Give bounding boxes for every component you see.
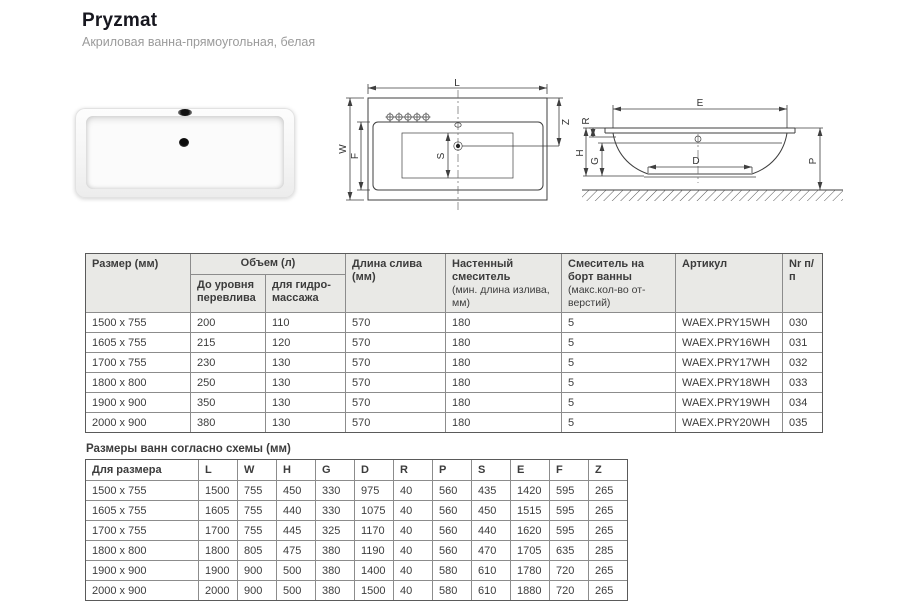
table-cell: 900 <box>238 581 277 601</box>
table-cell: 1500 x 755 <box>86 481 199 501</box>
table-cell: 265 <box>589 581 628 601</box>
table-cell: 180 <box>446 413 562 433</box>
table-cell: WAEX.PRY17WH <box>676 353 783 373</box>
table-cell: 1800 <box>199 541 238 561</box>
table-cell: 560 <box>433 541 472 561</box>
table-cell: 595 <box>550 501 589 521</box>
col-header-dim-r: R <box>394 460 433 481</box>
table-cell: 560 <box>433 521 472 541</box>
table-row <box>86 413 823 433</box>
table-cell: 1880 <box>511 581 550 601</box>
table-cell: 2000 x 900 <box>86 413 191 433</box>
table-cell: 230 <box>191 353 266 373</box>
col-header-dim-h: H <box>277 460 316 481</box>
dim-label-h: H <box>575 149 586 157</box>
table-cell: 570 <box>346 313 446 333</box>
table-cell: 130 <box>266 353 346 373</box>
table-cell: 440 <box>277 501 316 521</box>
wall-mixer-title: Настенный смеситель <box>452 258 514 283</box>
table-cell: 120 <box>266 333 346 353</box>
main-spec-table-body <box>86 313 823 433</box>
table-cell: 1075 <box>355 501 394 521</box>
table-cell: 033 <box>783 373 823 393</box>
table-cell: 200 <box>191 313 266 333</box>
table-cell: 440 <box>472 521 511 541</box>
table-row <box>86 393 823 413</box>
table-cell: 1500 x 755 <box>86 313 191 333</box>
top-view-drawing <box>340 80 585 220</box>
table-cell: 470 <box>472 541 511 561</box>
col-header-size: Размер (мм) <box>86 254 191 313</box>
table-cell: 2000 x 900 <box>86 581 199 601</box>
table-cell: 1800 x 800 <box>86 541 199 561</box>
table-cell: 975 <box>355 481 394 501</box>
ground-hatch <box>582 190 843 201</box>
col-header-dim-s: S <box>472 460 511 481</box>
schema-table-body <box>86 481 628 601</box>
col-header-drain-length: Длина слива (мм) <box>346 254 446 313</box>
col-header-dim-w: W <box>238 460 277 481</box>
col-header-volume: Объем (л) <box>191 254 346 275</box>
table-cell: 034 <box>783 393 823 413</box>
dim-label-s: S <box>436 152 447 160</box>
table-cell: 1705 <box>511 541 550 561</box>
overflow-hole-icon <box>178 109 192 116</box>
main-spec-table <box>85 253 823 433</box>
table-row <box>86 501 628 521</box>
table-cell: 1400 <box>355 561 394 581</box>
table-cell: 580 <box>433 561 472 581</box>
col-header-dim-e: E <box>511 460 550 481</box>
table-cell: 755 <box>238 501 277 521</box>
col-header-dim-f: F <box>550 460 589 481</box>
col-header-deck-mixer <box>562 254 676 313</box>
table-cell: 570 <box>346 353 446 373</box>
table-cell: 380 <box>191 413 266 433</box>
table-cell: 610 <box>472 561 511 581</box>
table-cell: 500 <box>277 561 316 581</box>
table-row <box>86 333 823 353</box>
table-cell: 1500 <box>355 581 394 601</box>
dim-label-z: Z <box>561 118 572 126</box>
table-cell: 030 <box>783 313 823 333</box>
table-cell: 40 <box>394 521 433 541</box>
side-view-drawing <box>575 80 845 220</box>
table-cell: 330 <box>316 501 355 521</box>
drain-hole-icon <box>179 138 189 147</box>
col-header-wall-mixer <box>446 254 562 313</box>
table-cell: WAEX.PRY19WH <box>676 393 783 413</box>
table-cell: 380 <box>316 581 355 601</box>
table-cell: 40 <box>394 541 433 561</box>
dim-label-w: W <box>338 144 349 154</box>
table-cell: 900 <box>238 561 277 581</box>
table-cell: 032 <box>783 353 823 373</box>
table-cell: 180 <box>446 373 562 393</box>
table-cell: 180 <box>446 333 562 353</box>
schema-dimensions-table <box>85 459 628 601</box>
table-cell: 180 <box>446 353 562 373</box>
dim-label-e: E <box>696 98 704 109</box>
table-row <box>86 481 628 501</box>
table-cell: 1900 x 900 <box>86 393 191 413</box>
schema-table-title: Размеры ванн согласно схемы (мм) <box>86 443 291 455</box>
table-cell: 035 <box>783 413 823 433</box>
table-row <box>86 581 628 601</box>
table-row <box>86 521 628 541</box>
col-header-article: Артикул <box>676 254 783 313</box>
table-cell: WAEX.PRY16WH <box>676 333 783 353</box>
table-cell: 805 <box>238 541 277 561</box>
table-cell: 265 <box>589 561 628 581</box>
table-cell: 265 <box>589 521 628 541</box>
table-cell: 635 <box>550 541 589 561</box>
table-cell: 2000 <box>199 581 238 601</box>
table-cell: 1170 <box>355 521 394 541</box>
table-row <box>86 353 823 373</box>
col-header-volume-overflow: До уровня перевлива <box>191 274 266 312</box>
table-cell: 5 <box>562 393 676 413</box>
table-cell: 560 <box>433 501 472 521</box>
table-cell: 1605 <box>199 501 238 521</box>
dim-label-l: L <box>454 78 460 89</box>
deck-mixer-note: (макс.кол-во от-верстий) <box>568 284 646 309</box>
table-cell: 265 <box>589 481 628 501</box>
table-cell: 1800 x 800 <box>86 373 191 393</box>
table-cell: 350 <box>191 393 266 413</box>
table-row <box>86 561 628 581</box>
table-cell: 40 <box>394 581 433 601</box>
table-cell: 1900 <box>199 561 238 581</box>
table-cell: 215 <box>191 333 266 353</box>
table-cell: 130 <box>266 373 346 393</box>
table-cell: 1700 <box>199 521 238 541</box>
table-cell: WAEX.PRY20WH <box>676 413 783 433</box>
table-row <box>86 541 628 561</box>
table-cell: 40 <box>394 501 433 521</box>
table-cell: 450 <box>472 501 511 521</box>
table-cell: 570 <box>346 413 446 433</box>
table-cell: 5 <box>562 353 676 373</box>
table-cell: 720 <box>550 581 589 601</box>
table-cell: 1515 <box>511 501 550 521</box>
col-header-dim-p: P <box>433 460 472 481</box>
table-cell: 380 <box>316 561 355 581</box>
table-cell: 1900 x 900 <box>86 561 199 581</box>
table-cell: 265 <box>589 501 628 521</box>
table-cell: 1500 <box>199 481 238 501</box>
table-cell: 475 <box>277 541 316 561</box>
table-row <box>86 373 823 393</box>
table-cell: 5 <box>562 373 676 393</box>
wall-mixer-note: (мин. длина излива, мм) <box>452 284 550 309</box>
table-cell: 570 <box>346 373 446 393</box>
table-cell: 450 <box>277 481 316 501</box>
table-cell: 5 <box>562 413 676 433</box>
table-cell: 595 <box>550 521 589 541</box>
dim-label-g: G <box>590 157 601 165</box>
table-cell: 755 <box>238 521 277 541</box>
table-cell: 560 <box>433 481 472 501</box>
col-header-volume-hydro: для гидро-массажа <box>266 274 346 312</box>
table-cell: 1620 <box>511 521 550 541</box>
dim-label-f: F <box>350 152 361 160</box>
col-header-for-size: Для размера <box>86 460 199 481</box>
table-cell: 570 <box>346 333 446 353</box>
table-cell: 031 <box>783 333 823 353</box>
table-cell: 755 <box>238 481 277 501</box>
table-cell: 180 <box>446 313 562 333</box>
deck-mixer-title: Смеситель на борт ванны <box>568 258 645 283</box>
table-cell: 445 <box>277 521 316 541</box>
col-header-dim-l: L <box>199 460 238 481</box>
col-header-nr: Nr п/п <box>783 254 823 313</box>
table-cell: 570 <box>346 393 446 413</box>
table-cell: 610 <box>472 581 511 601</box>
table-row <box>86 313 823 333</box>
table-cell: 5 <box>562 313 676 333</box>
table-cell: 180 <box>446 393 562 413</box>
table-cell: 330 <box>316 481 355 501</box>
table-cell: 1700 x 755 <box>86 521 199 541</box>
table-cell: 1780 <box>511 561 550 581</box>
table-cell: 720 <box>550 561 589 581</box>
tub-photo <box>75 108 295 198</box>
col-header-dim-z: Z <box>589 460 628 481</box>
table-cell: WAEX.PRY18WH <box>676 373 783 393</box>
table-cell: 500 <box>277 581 316 601</box>
table-cell: 40 <box>394 481 433 501</box>
table-cell: 380 <box>316 541 355 561</box>
tub-profile <box>605 128 795 183</box>
col-header-dim-g: G <box>316 460 355 481</box>
table-cell: 1605 x 755 <box>86 501 199 521</box>
table-cell: 325 <box>316 521 355 541</box>
header <box>82 10 315 49</box>
dim-label-d: D <box>692 156 700 167</box>
table-cell: 435 <box>472 481 511 501</box>
table-cell: 595 <box>550 481 589 501</box>
table-cell: 40 <box>394 561 433 581</box>
table-cell: 1420 <box>511 481 550 501</box>
col-header-dim-d: D <box>355 460 394 481</box>
page-subtitle: Акриловая ванна-прямоугольная, белая <box>82 35 316 49</box>
table-cell: 1605 x 755 <box>86 333 191 353</box>
table-cell: 130 <box>266 393 346 413</box>
table-cell: WAEX.PRY15WH <box>676 313 783 333</box>
dim-label-r: R <box>581 117 592 125</box>
table-cell: 5 <box>562 333 676 353</box>
table-cell: 130 <box>266 413 346 433</box>
tub-basin <box>86 116 284 189</box>
table-cell: 285 <box>589 541 628 561</box>
table-cell: 250 <box>191 373 266 393</box>
faucet-holes-icon <box>386 113 431 122</box>
table-cell: 580 <box>433 581 472 601</box>
table-cell: 1190 <box>355 541 394 561</box>
table-cell: 1700 x 755 <box>86 353 191 373</box>
page-title: Pryzmat <box>82 10 158 31</box>
dim-label-p: P <box>808 157 819 165</box>
table-cell: 110 <box>266 313 346 333</box>
